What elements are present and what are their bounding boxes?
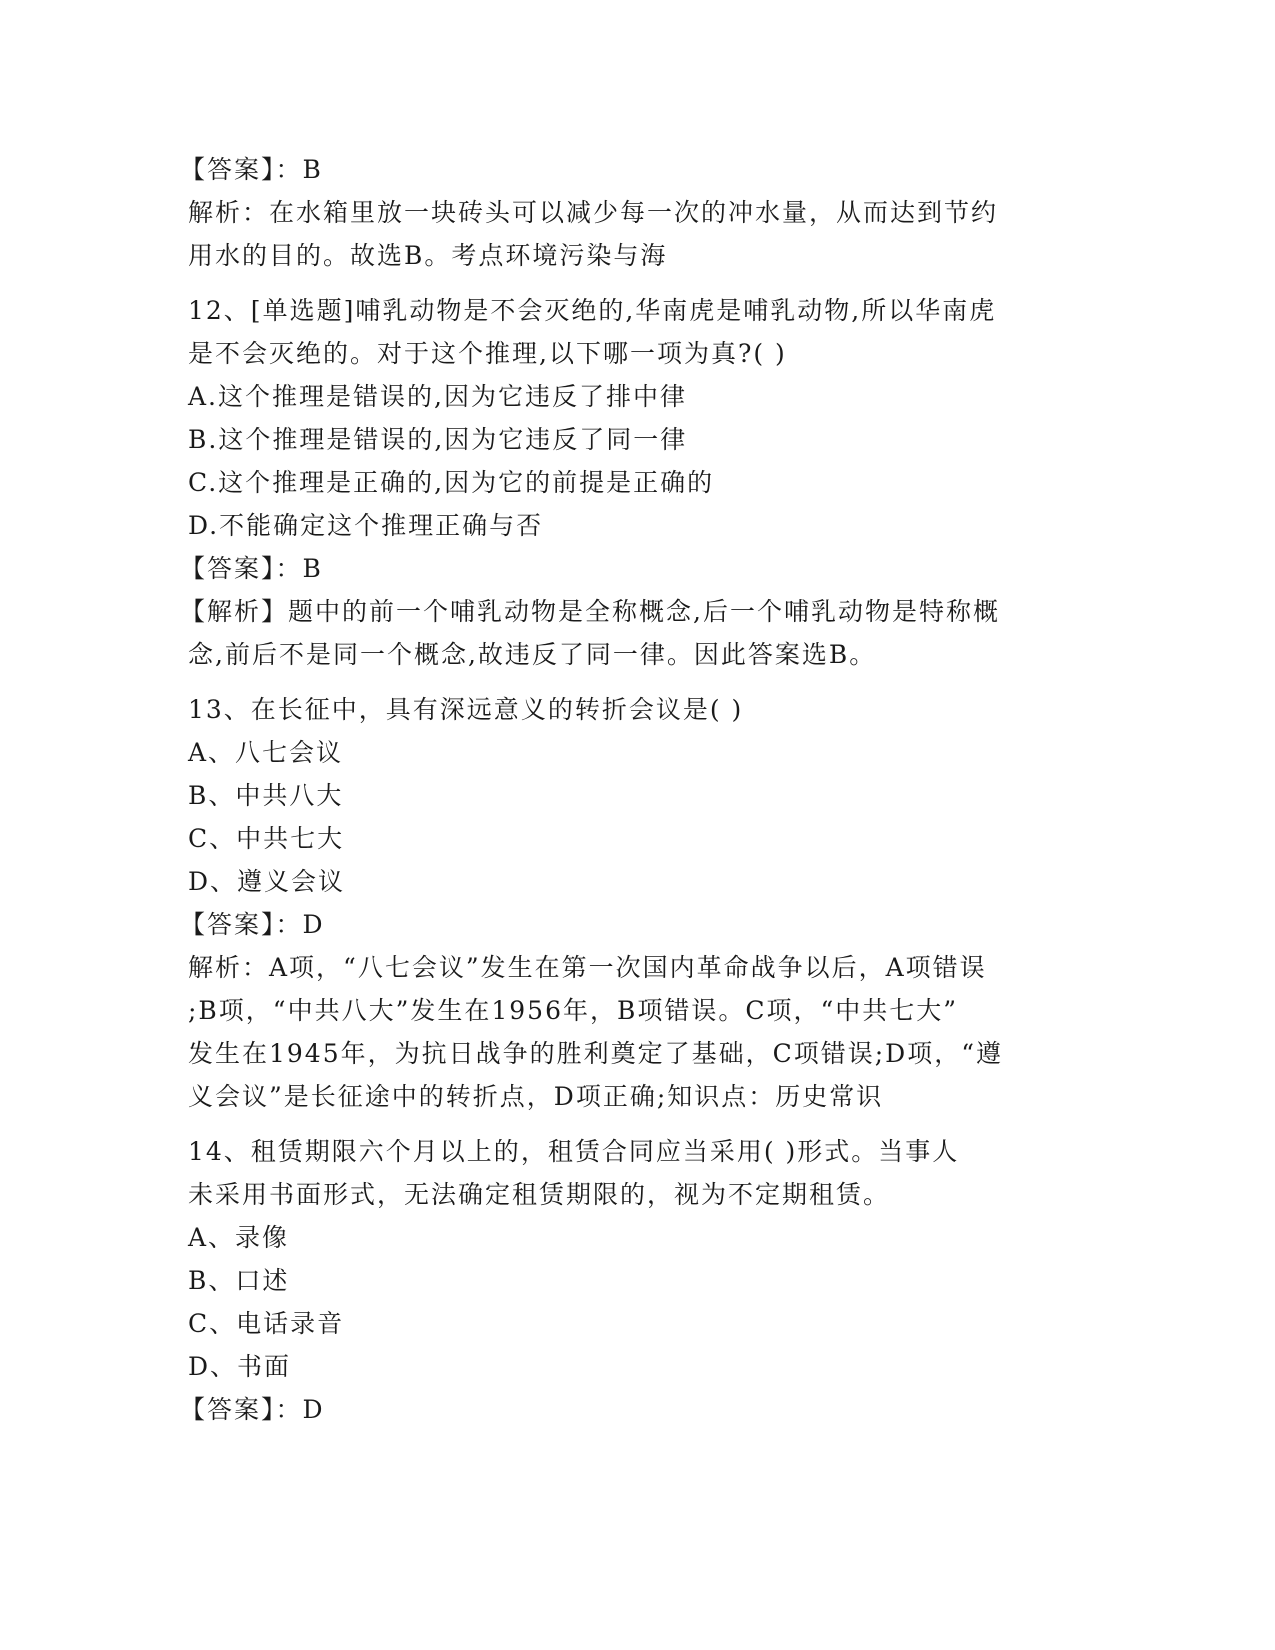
question-text: 13、在长征中，具有深远意义的转折会议是( ) <box>188 695 744 724</box>
question-block-12 <box>180 289 1078 676</box>
answer-line: 【答案】：D <box>180 910 325 939</box>
question-text: 14、租赁期限六个月以上的，租赁合同应当采用( )形式。当事人 <box>188 1137 960 1166</box>
answer-line: 【答案】：B <box>180 155 323 184</box>
question-block-11 <box>180 148 1078 277</box>
question-text: 未采用书面形式，无法确定租赁期限的，视为不定期租赁。 <box>188 1180 891 1209</box>
question-block-13 <box>180 688 1078 1118</box>
option-d: D.不能确定这个推理正确与否 <box>188 511 544 540</box>
explanation-line: 念,前后不是同一个概念,故违反了同一律。因此答案选B。 <box>188 640 877 669</box>
option-c: C.这个推理是正确的,因为它的前提是正确的 <box>188 468 715 497</box>
explanation-line: 用水的目的。故选B。考点环境污染与海 <box>188 241 668 270</box>
question-block-14 <box>180 1130 1078 1431</box>
block-spacer <box>188 277 1078 289</box>
block-spacer <box>188 1118 1078 1130</box>
option-a: A.这个推理是错误的,因为它违反了排中律 <box>188 382 687 411</box>
option-d: D、遵义会议 <box>188 867 346 896</box>
option-b: B.这个推理是错误的,因为它违反了同一律 <box>188 425 688 454</box>
option-a: A、八七会议 <box>188 738 344 767</box>
option-a: A、录像 <box>188 1223 290 1252</box>
answer-line: 【答案】：D <box>180 1395 325 1424</box>
explanation-line: 解析：A项，“八七会议”发生在第一次国内革命战争以后，A项错误 <box>188 953 987 982</box>
explanation-line: 义会议”是长征途中的转折点，D项正确;知识点：历史常识 <box>188 1082 884 1111</box>
explanation-line: 【解析】题中的前一个哺乳动物是全称概念,后一个哺乳动物是特称概 <box>180 597 1000 626</box>
option-b: B、口述 <box>188 1266 290 1295</box>
question-text: 12、[单选题]哺乳动物是不会灭绝的,华南虎是哺乳动物,所以华南虎 <box>188 296 997 325</box>
question-text: 是不会灭绝的。对于这个推理,以下哪一项为真?( ) <box>188 339 787 368</box>
explanation-line: 发生在1945年，为抗日战争的胜利奠定了基础，C项错误;D项，“遵 <box>188 1039 1004 1068</box>
option-c: C、中共七大 <box>188 824 345 853</box>
explanation-line: ;B项，“中共八大”发生在1956年，B项错误。C项，“中共七大” <box>188 996 959 1025</box>
answer-line: 【答案】：B <box>180 554 323 583</box>
option-d: D、书面 <box>188 1352 292 1381</box>
option-c: C、电话录音 <box>188 1309 345 1338</box>
explanation-line: 解析：在水箱里放一块砖头可以减少每一次的冲水量，从而达到节约 <box>188 198 999 227</box>
option-b: B、中共八大 <box>188 781 344 810</box>
block-spacer <box>188 676 1078 688</box>
exam-content <box>180 148 1078 1431</box>
